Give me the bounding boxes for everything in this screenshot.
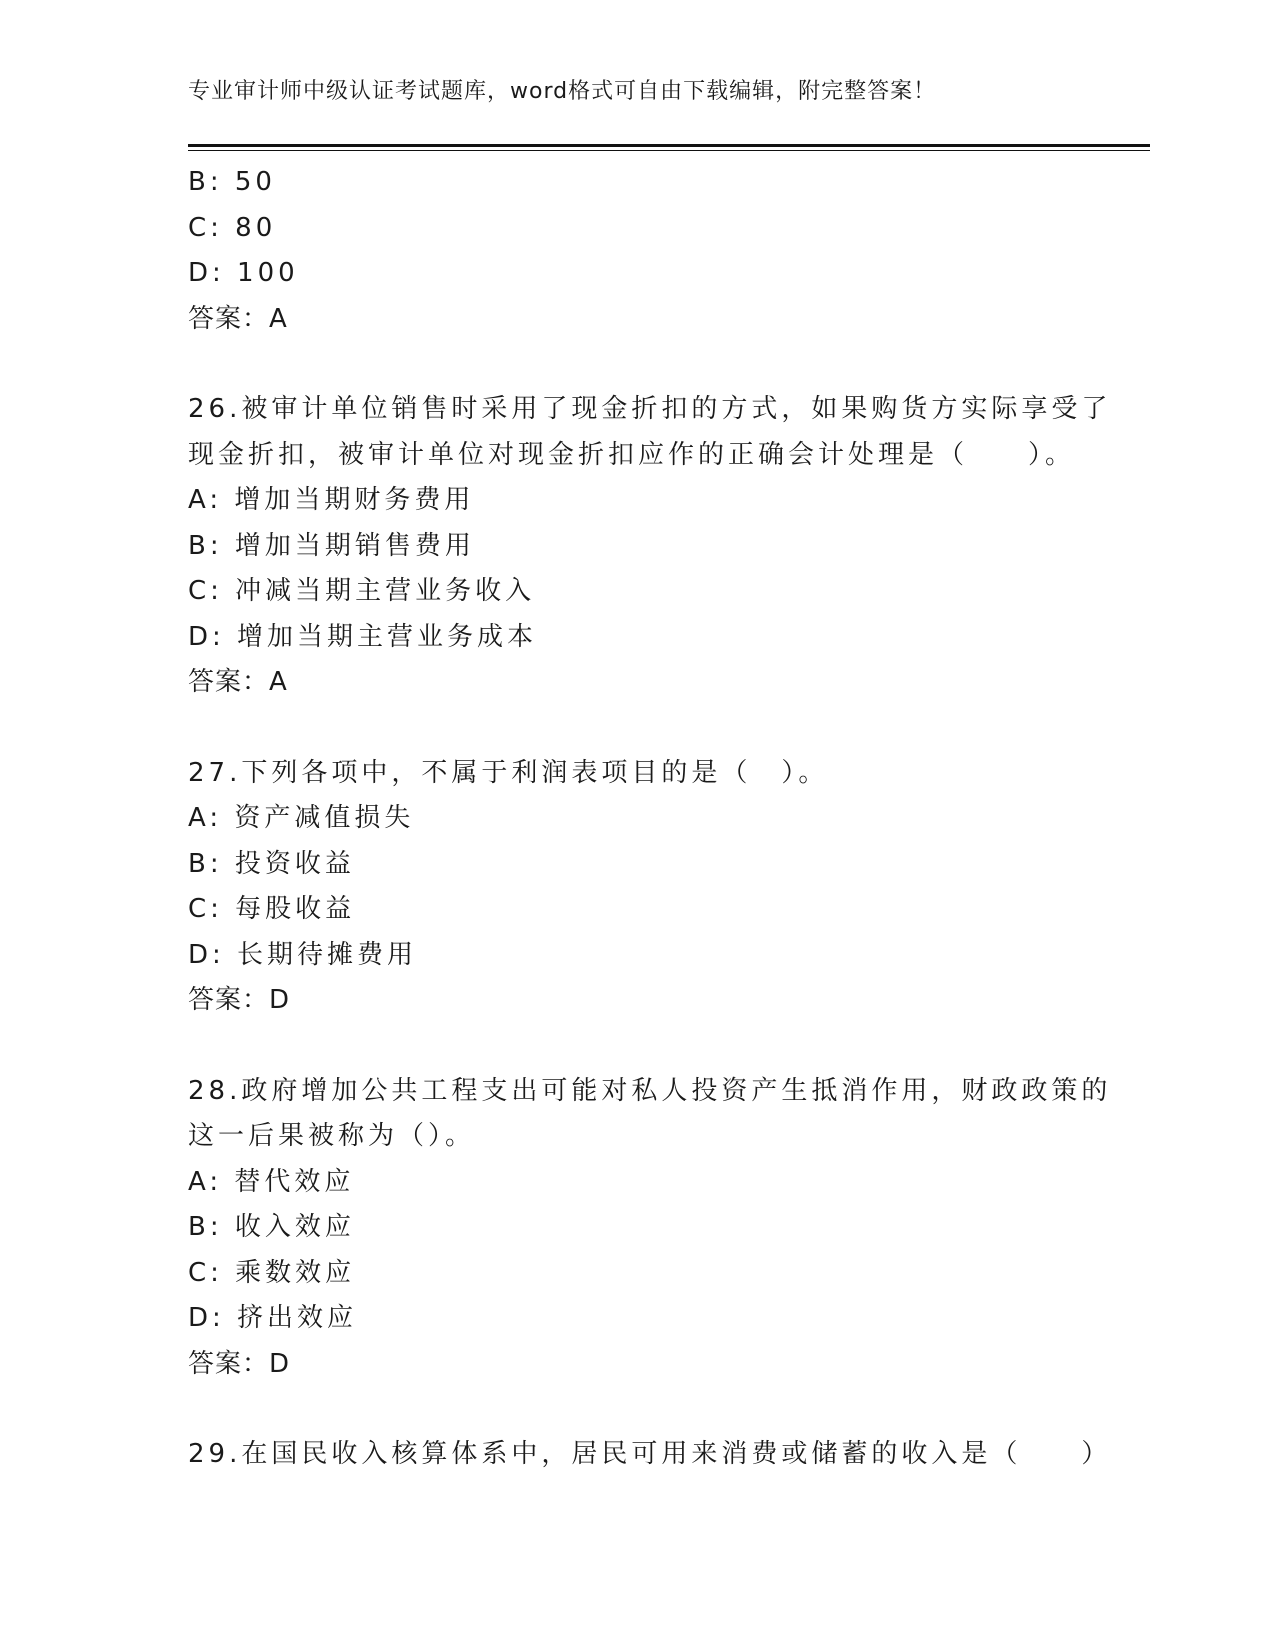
answer-line: 答案：D bbox=[188, 985, 291, 1015]
question-text-line: 27.下列各项中，不属于利润表项目的是（ ）。 bbox=[188, 757, 829, 788]
question-text-line: 26.被审计单位销售时采用了现金折扣的方式，如果购货方实际享受了 bbox=[188, 394, 1112, 424]
answer-line: 答案：A bbox=[188, 303, 288, 334]
partial-question bbox=[188, 160, 1148, 342]
option-d: D: 挤出效应 bbox=[188, 1303, 358, 1333]
question-28 bbox=[188, 1069, 1148, 1388]
question-26 bbox=[188, 387, 1148, 706]
option-c: C: 每股收益 bbox=[188, 894, 356, 924]
option-a: A: 替代效应 bbox=[188, 1166, 355, 1197]
option-d: D: 长期待摊费用 bbox=[188, 939, 418, 970]
answer-line: 答案：A bbox=[188, 667, 288, 697]
option-c: C: 80 bbox=[188, 212, 277, 243]
page-header: 专业审计师中级认证考试题库，word格式可自由下载编辑，附完整答案！ bbox=[188, 79, 937, 104]
option-d: D: 增加当期主营业务成本 bbox=[188, 621, 538, 652]
option-b: B: 收入效应 bbox=[188, 1212, 355, 1242]
question-text-line: 现金折扣，被审计单位对现金折扣应作的正确会计处理是（ ）。 bbox=[188, 439, 1076, 470]
option-c: C: 乘数效应 bbox=[188, 1257, 356, 1288]
document-content bbox=[188, 160, 1148, 1478]
question-text-line: 这一后果被称为（）。 bbox=[188, 1121, 476, 1151]
header-rule-thick bbox=[188, 144, 1150, 147]
option-b: B: 50 bbox=[188, 167, 276, 197]
question-27 bbox=[188, 751, 1148, 1024]
question-text-line: 29.在国民收入核算体系中，居民可用来消费或储蓄的收入是（ ） bbox=[188, 1439, 1112, 1469]
option-a: A: 资产减值损失 bbox=[188, 803, 415, 833]
option-b: B: 增加当期销售费用 bbox=[188, 530, 475, 561]
option-a: A: 增加当期财务费用 bbox=[188, 485, 475, 515]
question-29 bbox=[188, 1432, 1148, 1478]
question-text-line: 28.政府增加公共工程支出可能对私人投资产生抵消作用，财政政策的 bbox=[188, 1075, 1112, 1106]
option-d: D: 100 bbox=[188, 258, 299, 288]
option-c: C: 冲减当期主营业务收入 bbox=[188, 576, 536, 606]
answer-line: 答案：D bbox=[188, 1348, 291, 1379]
header-rule-thin bbox=[188, 150, 1150, 151]
option-b: B: 投资收益 bbox=[188, 848, 355, 879]
